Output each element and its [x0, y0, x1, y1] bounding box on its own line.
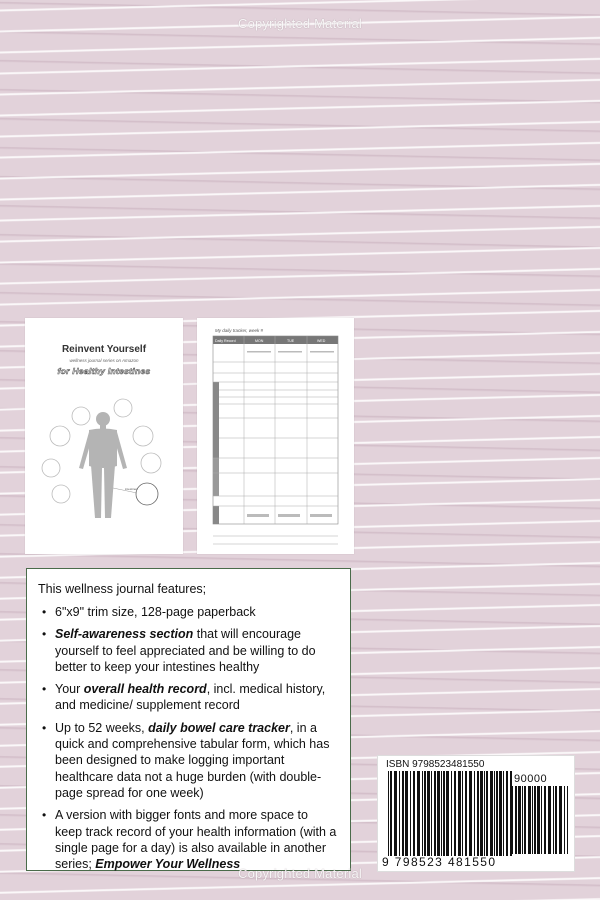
barcode-bar [548, 786, 551, 854]
cover-subtitle: wellness journal series on Amazon [69, 358, 139, 363]
svg-text:Daily Record: Daily Record [215, 339, 236, 343]
feature-item-trim-size: • 6"x9" trim size, 128-page paperback [38, 604, 338, 620]
barcode-bar [477, 771, 479, 856]
tracker-table-icon [197, 318, 354, 554]
barcode-bar [469, 771, 472, 856]
feature-item-self-awareness: • Self-awareness section that will encourage yourself to feel appreciated and be willing to do better to keep your intestines healthy [38, 626, 338, 675]
barcode-bar [555, 786, 557, 854]
barcode-bar [553, 786, 554, 854]
svg-text:TUE: TUE [287, 339, 295, 343]
barcode-bar [417, 771, 420, 856]
barcode-bar [402, 771, 404, 856]
barcode-bar [512, 786, 513, 854]
cover-topic: for Healthy Intestines [57, 366, 151, 376]
feature-item-bigger-fonts: • A version with bigger fonts and more space to keep track record of your health information (with a single page for a day) is also available in another series; Empower Your Wellness [38, 807, 338, 872]
isbn-label: ISBN 9798523481550 [386, 759, 485, 770]
feature-item-health-record: • Your overall health record, incl. medical history, and medicine/ supplement record [38, 681, 338, 714]
barcode-bars-main [388, 771, 512, 856]
barcode-bar [462, 771, 463, 856]
barcode-bar [451, 771, 452, 856]
barcode-bar [541, 786, 542, 854]
barcode-bar [496, 771, 498, 856]
tracker-thumbnail [197, 318, 354, 554]
svg-text:intestines: intestines [125, 487, 138, 491]
barcode-bar [474, 771, 475, 856]
watermark-bottom: Copyrighted Material [238, 866, 362, 881]
barcode-bar [567, 786, 568, 854]
barcode-bar [388, 771, 389, 856]
barcode-bar [486, 771, 488, 856]
barcode-bar [431, 771, 432, 856]
barcode-bar [410, 771, 411, 856]
barcode-bar [458, 771, 461, 856]
cover-title: Reinvent Yourself [61, 344, 147, 355]
barcode-bar [490, 771, 493, 856]
barcode-bar [422, 771, 423, 856]
barcode-bar [484, 771, 485, 856]
barcode-bar [559, 786, 562, 854]
barcode-bar [499, 771, 502, 856]
svg-text:MON: MON [255, 339, 264, 343]
barcode-bar [480, 771, 483, 856]
barcode-bar [522, 786, 523, 854]
features-box [26, 568, 351, 871]
barcode-bar [532, 786, 533, 854]
barcode-bar [437, 771, 440, 856]
barcode-bar [534, 786, 536, 854]
barcode-bar [494, 771, 495, 856]
watermark-top: Copyrighted Material [238, 16, 362, 31]
barcode-bar [446, 771, 449, 856]
barcode-bar [443, 771, 445, 856]
barcode-bar [390, 771, 392, 856]
barcode-bar [537, 786, 540, 854]
features-list [38, 604, 338, 872]
barcode-bar [528, 786, 531, 854]
tracker-heading: My daily tracker, week # [215, 328, 264, 333]
feature-item-bowel-tracker: • Up to 52 weeks, daily bowel care tracker, in a quick and comprehensive tabular form, which has been designed to make logging important healthcare data not a huge burden (with double-page spread for one week) [38, 720, 338, 801]
barcode-bar [524, 786, 526, 854]
barcode-bar [405, 771, 408, 856]
barcode-bar [454, 771, 456, 856]
barcode-bar [564, 786, 565, 854]
barcode-bar [399, 771, 400, 856]
body-illustration-icon [25, 318, 183, 554]
barcode-bar [424, 771, 426, 856]
barcode-bar [503, 771, 504, 856]
barcode-bar [413, 771, 415, 856]
barcode-bars-addon [512, 786, 568, 854]
isbn-barcode [377, 755, 575, 872]
barcode-bar [518, 786, 521, 854]
barcode-bar [434, 771, 436, 856]
barcode-bar [394, 771, 397, 856]
barcode-bar [515, 786, 517, 854]
features-intro: This wellness journal features; [38, 582, 207, 596]
barcode-bar [544, 786, 546, 854]
isbn-digits: 9 798523 481550 [382, 855, 497, 869]
barcode-bar [427, 771, 430, 856]
cover-thumbnail [25, 318, 183, 554]
price-code: 90000 [514, 773, 548, 785]
svg-text:WED: WED [317, 339, 326, 343]
barcode-bar [506, 771, 508, 856]
barcode-bar [441, 771, 442, 856]
barcode-bar [465, 771, 467, 856]
